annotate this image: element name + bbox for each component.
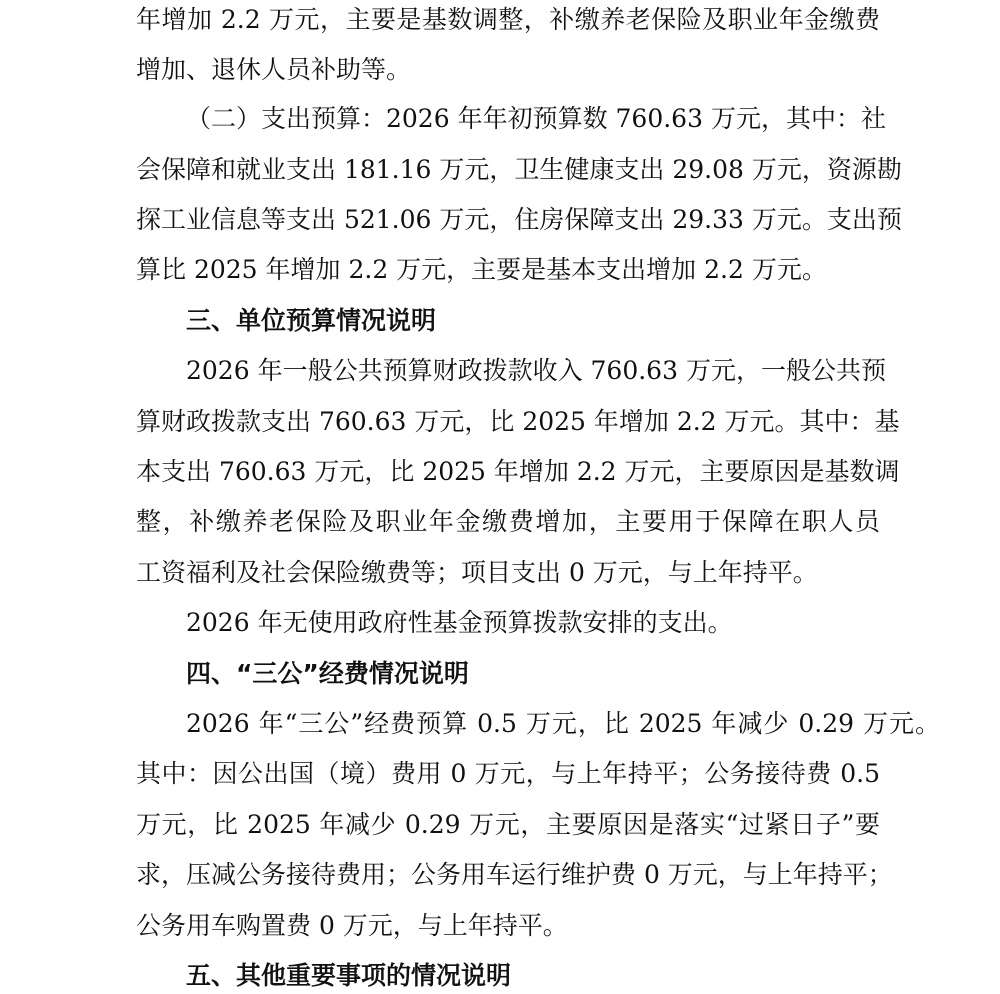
text-line: （二）支出预算：2026 年年初预算数 760.63 万元，其中：社 [186, 104, 886, 133]
section-heading: 五、其他重要事项的情况说明 [186, 961, 512, 990]
text-line: 整，补缴养老保险及职业年金缴费增加，主要用于保障在职人员 [136, 507, 880, 536]
text-line: 公务用车购置费 0 万元，与上年持平。 [136, 911, 568, 940]
text-line: 算财政拨款支出 760.63 万元，比 2025 年增加 2.2 万元。其中：基 [136, 407, 900, 436]
text-line: 2026 年无使用政府性基金预算拨款安排的支出。 [186, 608, 733, 637]
text-line: 工资福利及社会保险缴费等；项目支出 0 万元，与上年持平。 [136, 558, 818, 587]
text-line: 万元，比 2025 年减少 0.29 万元，主要原因是落实“过紧日子”要 [136, 810, 880, 839]
text-line: 2026 年一般公共预算财政拨款收入 760.63 万元，一般公共预 [186, 356, 886, 385]
text-line: 探工业信息等支出 521.06 万元，住房保障支出 29.33 万元。支出预 [136, 205, 902, 234]
section-heading: 三、单位预算情况说明 [186, 306, 437, 335]
section-heading: 四、“三公”经费情况说明 [186, 659, 469, 688]
text-line: 算比 2025 年增加 2.2 万元，主要是基本支出增加 2.2 万元。 [136, 255, 827, 284]
text-line: 其中：因公出国（境）费用 0 万元，与上年持平；公务接待费 0.5 [136, 759, 880, 788]
text-line: 求，压减公务接待费用；公务用车运行维护费 0 万元，与上年持平； [136, 860, 893, 889]
text-line: 会保障和就业支出 181.16 万元，卫生健康支出 29.08 万元，资源勘 [136, 155, 902, 184]
text-line: 本支出 760.63 万元，比 2025 年增加 2.2 万元，主要原因是基数调 [136, 457, 900, 486]
text-line: 2026 年“三公”经费预算 0.5 万元，比 2025 年减少 0.29 万元。 [186, 709, 940, 738]
text-line: 年增加 2.2 万元，主要是基数调整，补缴养老保险及职业年金缴费 [136, 5, 880, 34]
text-line: 增加、退休人员补助等。 [136, 55, 412, 84]
